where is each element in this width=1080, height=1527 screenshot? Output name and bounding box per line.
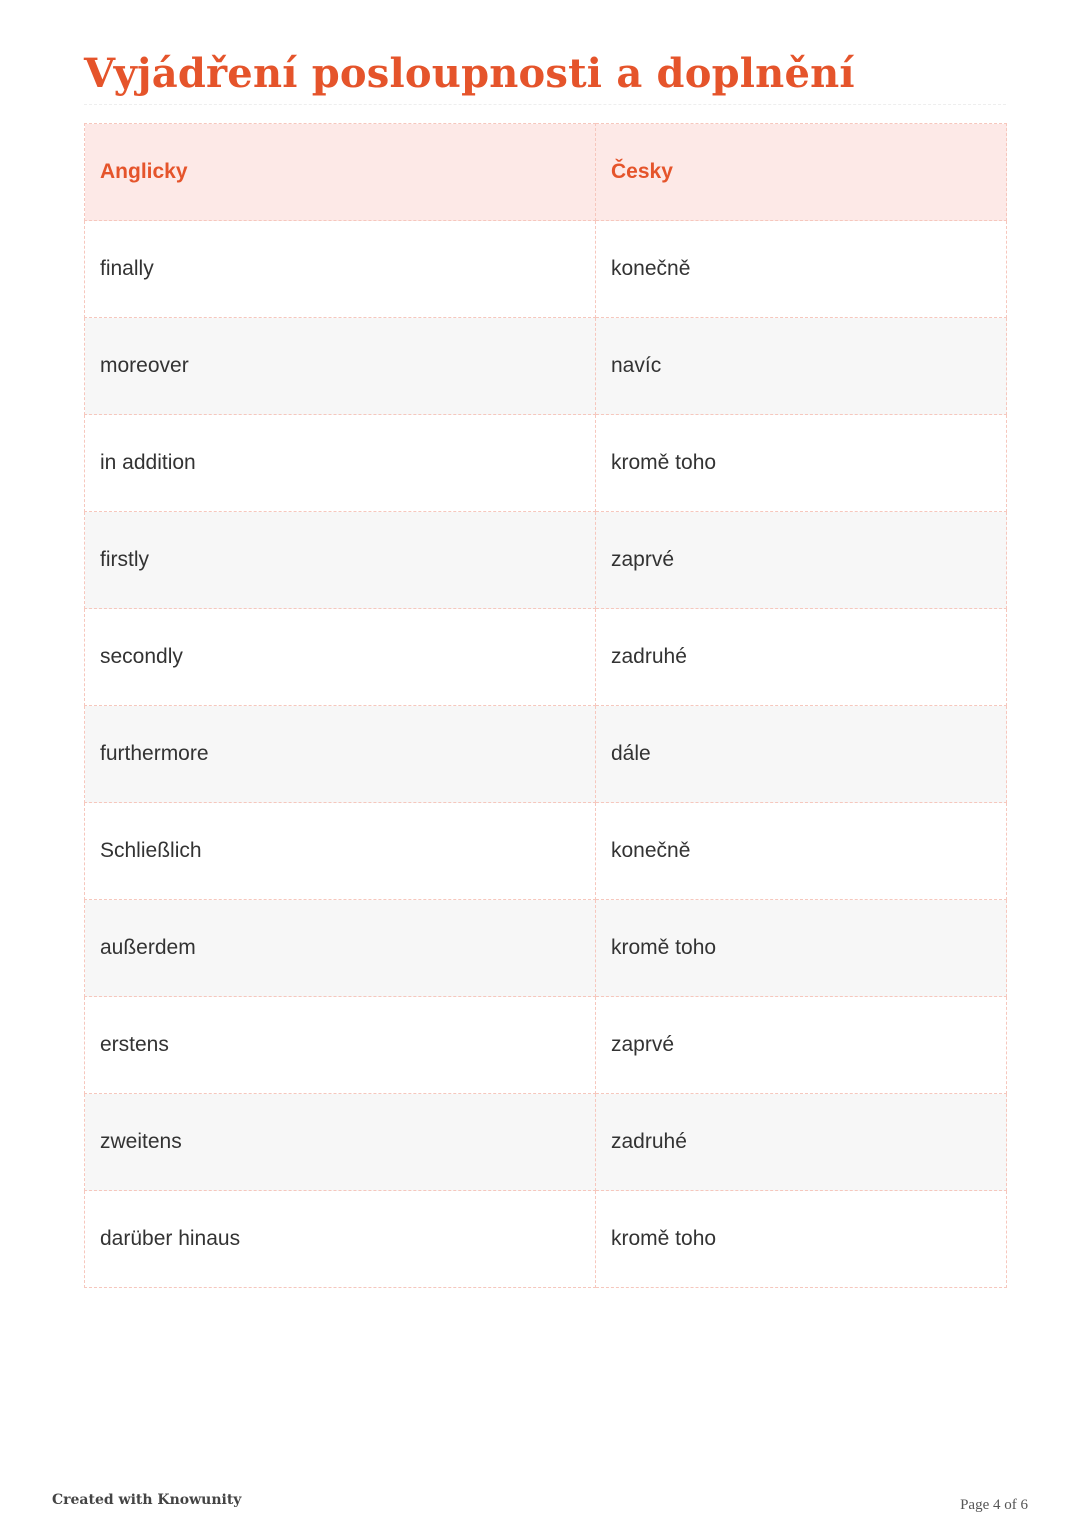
czech-term: konečně <box>596 803 1007 900</box>
czech-term: zaprvé <box>596 997 1007 1094</box>
table-row <box>85 706 1007 803</box>
table-row <box>85 221 1007 318</box>
czech-term: zadruhé <box>596 609 1007 706</box>
table-row <box>85 318 1007 415</box>
german-term: darüber hinaus <box>85 1191 596 1288</box>
english-term: in addition <box>85 415 596 512</box>
footer-page-number: Page 4 of 6 <box>960 1497 1028 1513</box>
english-term: moreover <box>85 318 596 415</box>
czech-term: kromě toho <box>596 1191 1007 1288</box>
czech-term: dále <box>596 706 1007 803</box>
column-header-czech: Česky <box>596 124 1007 221</box>
table-row <box>85 803 1007 900</box>
english-term: finally <box>85 221 596 318</box>
table-row <box>85 512 1007 609</box>
vocabulary-table <box>84 123 1007 1288</box>
column-header-english: Anglicky <box>85 124 596 221</box>
page-title: Vyjádření posloupnosti a doplnění <box>84 50 855 97</box>
title-divider <box>84 104 1006 105</box>
czech-term: kromě toho <box>596 900 1007 997</box>
table-row <box>85 997 1007 1094</box>
table-header-row <box>85 124 1007 221</box>
table-row <box>85 900 1007 997</box>
german-term: außerdem <box>85 900 596 997</box>
czech-term: navíc <box>596 318 1007 415</box>
czech-term: konečně <box>596 221 1007 318</box>
czech-term: kromě toho <box>596 415 1007 512</box>
german-term: zweitens <box>85 1094 596 1191</box>
table-row <box>85 415 1007 512</box>
english-term: furthermore <box>85 706 596 803</box>
english-term: firstly <box>85 512 596 609</box>
german-term: Schließlich <box>85 803 596 900</box>
czech-term: zadruhé <box>596 1094 1007 1191</box>
table-row <box>85 609 1007 706</box>
table-row <box>85 1094 1007 1191</box>
german-term: erstens <box>85 997 596 1094</box>
footer-created-with: Created with Knowunity <box>52 1492 242 1508</box>
table-row <box>85 1191 1007 1288</box>
english-term: secondly <box>85 609 596 706</box>
czech-term: zaprvé <box>596 512 1007 609</box>
